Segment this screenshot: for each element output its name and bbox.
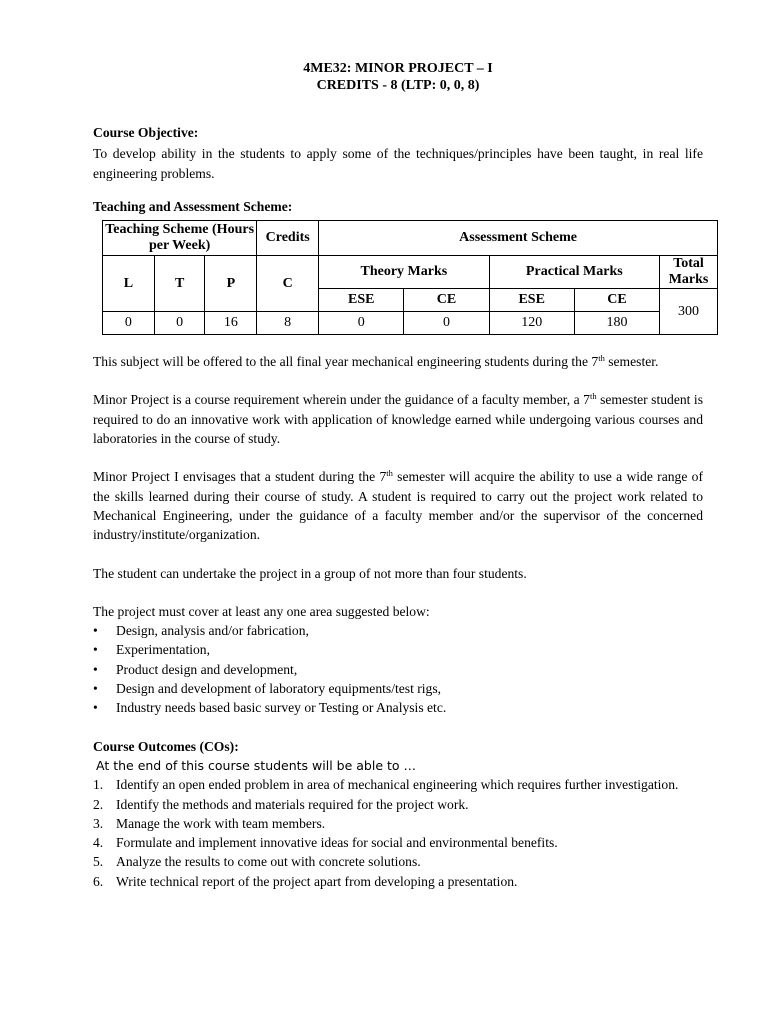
theory-ese-value: 0 (319, 312, 404, 335)
list-item: • Product design and development, (93, 660, 703, 679)
offering-paragraph: This subject will be offered to the all final year mechanical engineering students during the 7th semester. (93, 353, 659, 370)
credits-header: Credits (257, 221, 319, 256)
practical-ese-value: 120 (489, 312, 574, 335)
areas-list (93, 621, 703, 717)
theory-ce-header: CE (404, 289, 489, 312)
requirement-paragraph: Minor Project is a course requirement wherein under the guidance of a faculty member, a 7th semester student is required to do an innovative work with application of knowledge earned while undergoing various courses and laboratories in the course of study. (93, 391, 703, 447)
t-value: 0 (154, 312, 205, 335)
bullet-marker: • (93, 642, 98, 658)
theory-ese-header: ESE (319, 289, 404, 312)
practical-marks-header: Practical Marks (489, 256, 659, 289)
total-marks-value: 300 (660, 289, 718, 335)
list-item: • Design, analysis and/or fabrication, (93, 621, 703, 640)
list-item: • Experimentation, (93, 640, 703, 659)
bullet-marker: • (93, 681, 98, 697)
p-value: 16 (205, 312, 257, 335)
outcomes-intro: At the end of this course students will be able to … (96, 757, 417, 773)
practical-ese-header: ESE (489, 289, 574, 312)
t-header: T (154, 256, 205, 312)
list-item: 4. Formulate and implement innovative ideas for social and environmental benefits. (93, 835, 558, 851)
practical-ce-header: CE (574, 289, 659, 312)
group-paragraph: The student can undertake the project in a group of not more than four students. (93, 565, 527, 581)
teaching-scheme-header: Teaching Scheme (Hours per Week) (103, 221, 257, 256)
outcomes-heading: Course Outcomes (COs): (93, 738, 239, 754)
list-item: 2. Identify the methods and materials required for the project work. (93, 796, 469, 812)
bullet-marker: • (93, 700, 98, 716)
l-value: 0 (103, 312, 155, 335)
l-header: L (103, 256, 155, 312)
list-item: 3. Manage the work with team members. (93, 815, 326, 831)
list-item: 1. Identify an open ended problem in area of mechanical engineering which requires further investigation. (93, 777, 679, 793)
course-credits: CREDITS - 8 (LTP: 0, 0, 8) (316, 78, 480, 93)
objective-heading: Course Objective: (93, 125, 199, 140)
list-item: • Industry needs based basic survey or Testing or Analysis etc. (93, 698, 703, 717)
scheme-heading: Teaching and Assessment Scheme: (93, 198, 293, 214)
list-item: • Design and development of laboratory equipments/test rigs, (93, 679, 703, 698)
areas-intro: The project must cover at least any one area suggested below: (93, 603, 430, 619)
envisage-paragraph: Minor Project I envisages that a student during the 7th semester will acquire the ability to use a wide range of the skills learned during their course of study. A student is required to carry out the project work related to Mechanical Engineering, under the guidance of a faculty member and/or the supervisor of the concerned industry/institute/organization. (93, 468, 704, 543)
objective-text: To develop ability in the students to apply some of the techniques/principles have been taught, in real life engineering problems. (93, 146, 703, 181)
theory-marks-header: Theory Marks (319, 256, 489, 289)
c-header: C (257, 256, 319, 312)
list-item: 6. Write technical report of the project apart from developing a presentation. (93, 873, 518, 889)
assessment-scheme-header: Assessment Scheme (319, 221, 718, 256)
bullet-marker: • (93, 661, 98, 677)
course-title: 4ME32: MINOR PROJECT – I (303, 61, 493, 76)
document-page (93, 60, 709, 891)
total-marks-header: Total Marks (660, 256, 718, 289)
theory-ce-value: 0 (404, 312, 489, 335)
c-value: 8 (257, 312, 319, 335)
assessment-scheme-table (102, 220, 718, 335)
list-item: 5. Analyze the results to come out with concrete solutions. (93, 854, 421, 870)
practical-ce-value: 180 (574, 312, 659, 335)
outcomes-list (93, 775, 703, 891)
p-header: P (205, 256, 257, 312)
bullet-marker: • (93, 623, 98, 639)
